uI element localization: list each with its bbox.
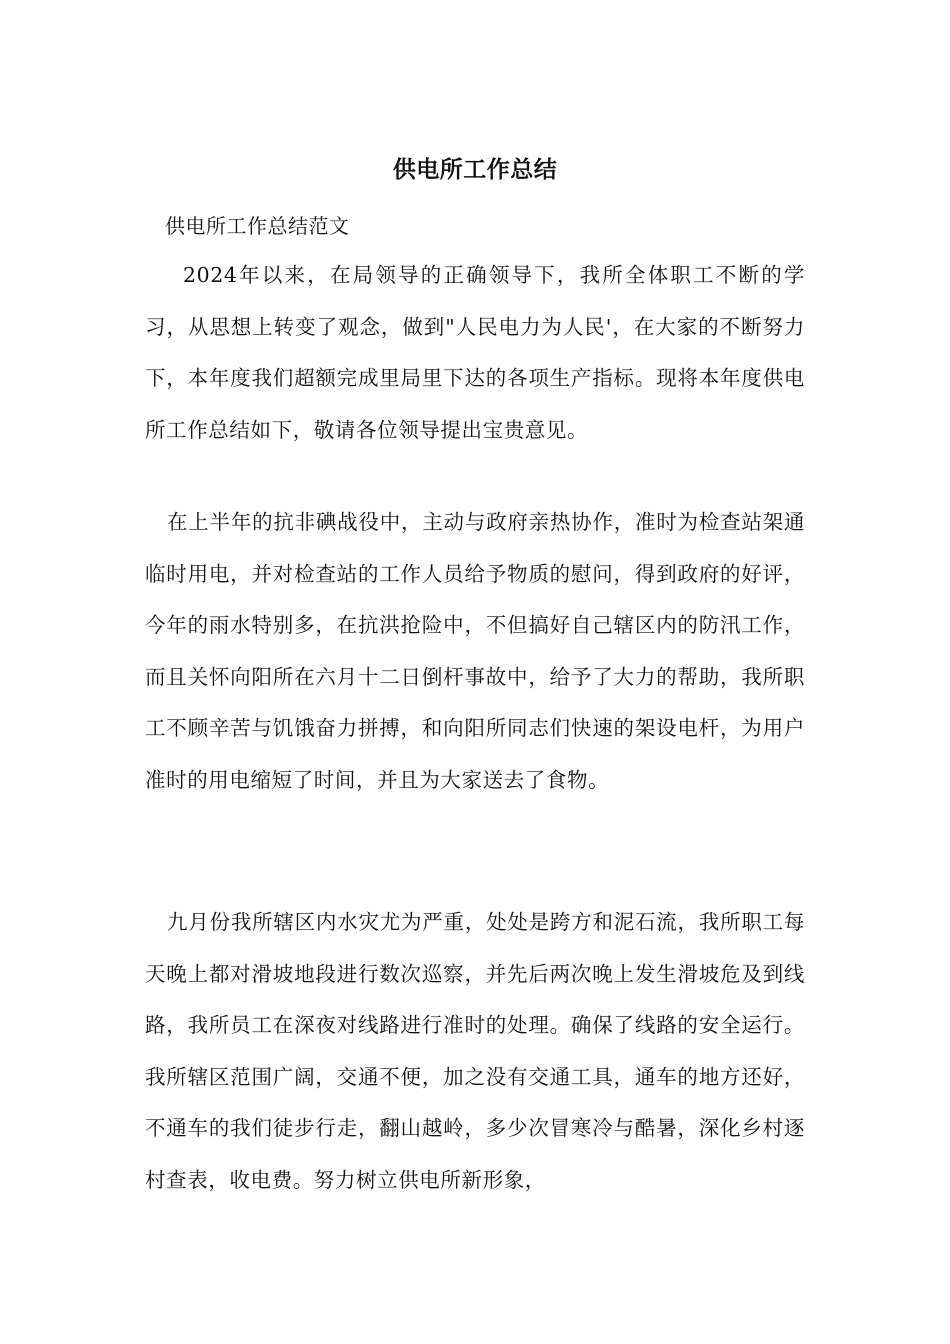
paragraph-flood-relief: 在上半年的抗非碘战役中，主动与政府亲热协作，准时为检查站架通临时用电，并对检查站的工作人员给予物质的慰问，得到政府的好评，今年的雨水特别多，在抗洪抢险中，不但搞好自己辖区内的防汛工作，而且关怀向阳所在六月十二日倒杆事故中，给予了大力的帮助，我所职工不顾辛苦与饥饿奋力拼搏，和向阳所同志们快速的架设电杆，为用户准时的用电缩短了时间，并且为大家送去了食物。 [145, 510, 805, 792]
paragraph-intro: 2024年以来，在局领导的正确领导下，我所全体职工不断的学习，从思想上转变了观念，做到"人民电力为人民'，在大家的不断努力下，本年度我们超额完成里局里下达的各项生产指标。现将本年度供电所工作总结如下，敬请各位领导提出宝贵意见。 [145, 263, 805, 442]
document-title: 供电所工作总结 [392, 156, 558, 183]
document-subtitle: 供电所工作总结范文 [165, 214, 350, 238]
paragraph-september-disaster: 九月份我所辖区内水灾尤为严重，处处是跨方和泥石流，我所职工每天晚上都对滑坡地段进行数次巡察，并先后两次晚上发生滑坡危及到线路，我所员工在深夜对线路进行准时的处理。确保了线路的安全运行。我所辖区范围广阔，交通不便，加之没有交通工具，通车的地方还好，不通车的我们徒步行走，翻山越岭，多少次冒寒冷与酷暑，深化乡村逐村查表，收电费。努力树立供电所新形象， [145, 910, 805, 1192]
